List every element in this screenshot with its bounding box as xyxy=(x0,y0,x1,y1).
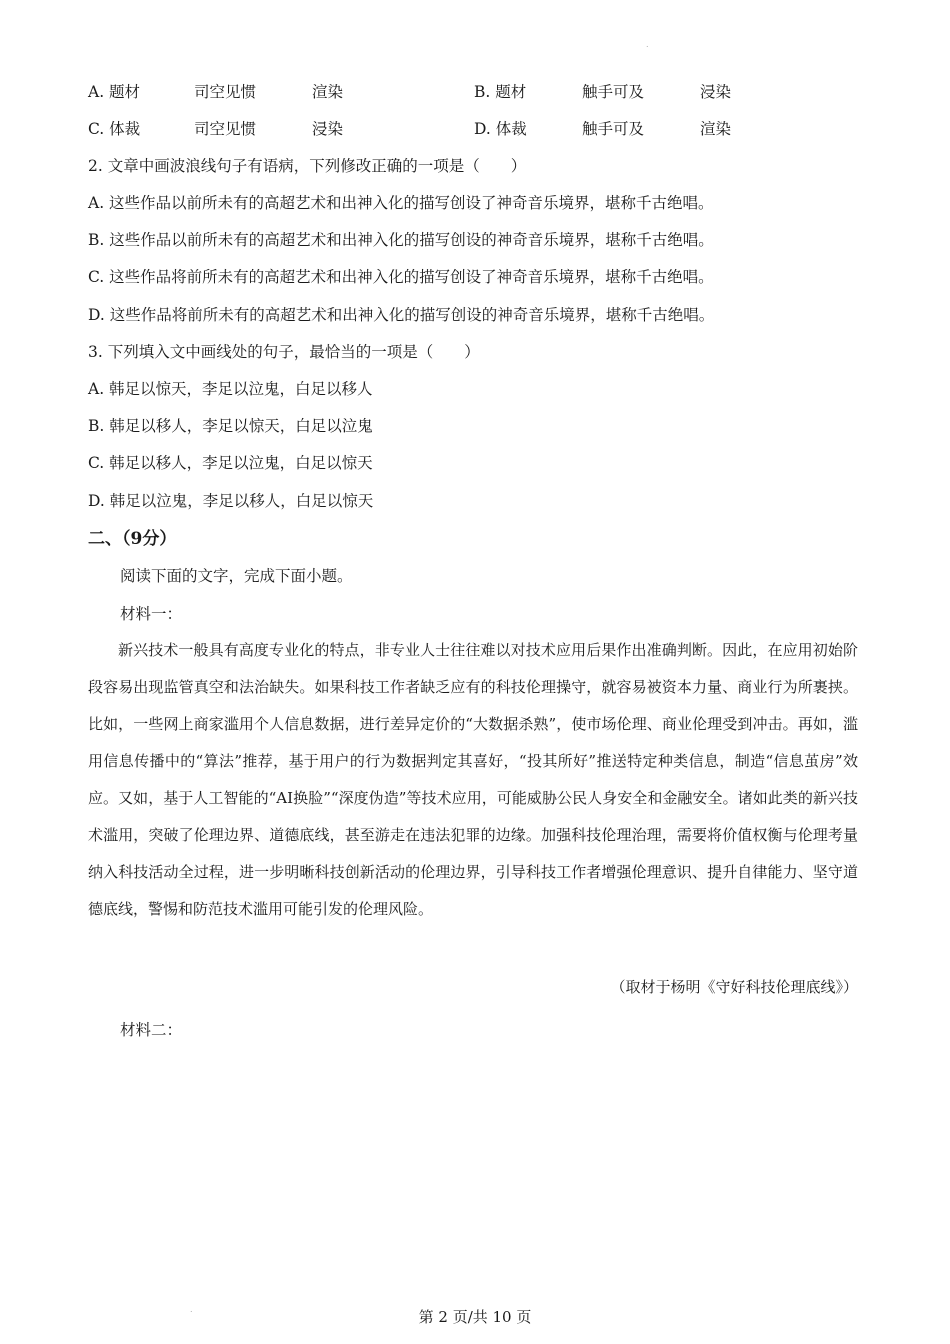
q1-option-c-word1: 司空见惯 xyxy=(194,120,257,138)
material-2-label: 材料二： xyxy=(120,1021,183,1039)
q1-option-c-word2: 浸染 xyxy=(312,120,344,138)
q1-option-row-cd xyxy=(88,119,868,139)
q1-option-d-word2: 渲染 xyxy=(700,120,732,138)
q2-stem: 2. 文章中画波浪线句子有语病，下列修改正确的一项是（ ） xyxy=(88,157,527,175)
material-1-text: 新兴技术一般具有高度专业化的特点，非专业人士往往难以对技术应用后果作出准确判断。因此，在应用初始阶段容易出现监管真空和法治缺失。如果科技工作者缺乏应有的科技伦理操守，就容易被资本力量、商业行为所裹挟。比如，一些网上商家滥用个人信息数据，进行差异定价的“大数据杀熟”，使市场伦理、商业伦理受到冲击。再如，滥用信息传播中的“算法”推荐，基于用户的行为数据判定其喜好，“投其所好”推送特定种类信息，制造“信息茧房”效应。又如，基于人工智能的“AI换脸”“深度伪造”等技术应用，可能威胁公民人身安全和金融安全。诸如此类的新兴技术滥用，突破了伦理边界、道德底线，甚至游走在违法犯罪的边缘。加强科技伦理治理，需要将价值权衡与伦理考量纳入科技活动全过程，进一步明晰科技创新活动的伦理边界，引导科技工作者增强伦理意识、提升自律能力、坚守道德底线，警惕和防范技术滥用可能引发的伦理风险。 xyxy=(88,641,858,918)
q1-option-a-word1: 司空见惯 xyxy=(194,83,257,101)
scan-dot: . xyxy=(646,40,649,49)
q2-option-a: A. 这些作品以前所未有的高超艺术和出神入化的描写创设了神奇音乐境界，堪称千古绝唱。 xyxy=(88,194,714,212)
q1-option-c-label: C. 体裁 xyxy=(88,120,141,138)
q3-stem: 3. 下列填入文中画线处的句子，最恰当的一项是（ ） xyxy=(88,343,480,361)
q2-option-b: B. 这些作品以前所未有的高超艺术和出神入化的描写创设的神奇音乐境界，堪称千古绝唱。 xyxy=(88,231,714,249)
material-1-source: （取材于杨明《守好科技伦理底线》） xyxy=(610,978,858,996)
scan-dot: . xyxy=(190,1305,193,1314)
q2-option-d: D. 这些作品将前所未有的高超艺术和出神入化的描写创设的神奇音乐境界，堪称千古绝唱。 xyxy=(88,306,715,324)
q1-option-a-label: A. 题材 xyxy=(88,83,141,101)
q1-option-row-ab xyxy=(88,82,868,102)
section-2-title: 二、（9分） xyxy=(88,529,177,549)
q3-option-c: C. 韩足以移人，李足以泣鬼，白足以惊天 xyxy=(88,454,373,472)
q1-option-d-label: D. 体裁 xyxy=(474,120,527,138)
q2-option-c: C. 这些作品将前所未有的高超艺术和出神入化的描写创设了神奇音乐境界，堪称千古绝唱。 xyxy=(88,268,714,286)
q3-option-b: B. 韩足以移人，李足以惊天，白足以泣鬼 xyxy=(88,417,373,435)
material-1-passage xyxy=(88,632,858,928)
q1-option-b-label: B. 题材 xyxy=(474,83,527,101)
q1-option-a-word2: 渲染 xyxy=(312,83,344,101)
q1-option-b-word2: 浸染 xyxy=(700,83,732,101)
q3-option-a: A. 韩足以惊天，李足以泣鬼，白足以移人 xyxy=(88,380,373,398)
q1-option-d-word1: 触手可及 xyxy=(582,120,645,138)
material-1-label: 材料一： xyxy=(120,605,183,623)
section-2-instruction: 阅读下面的文字，完成下面小题。 xyxy=(120,567,353,585)
page-footer: 第 2 页/共 10 页 xyxy=(418,1308,532,1326)
q1-option-b-word1: 触手可及 xyxy=(582,83,645,101)
q3-option-d: D. 韩足以泣鬼，李足以移人，白足以惊天 xyxy=(88,492,374,510)
